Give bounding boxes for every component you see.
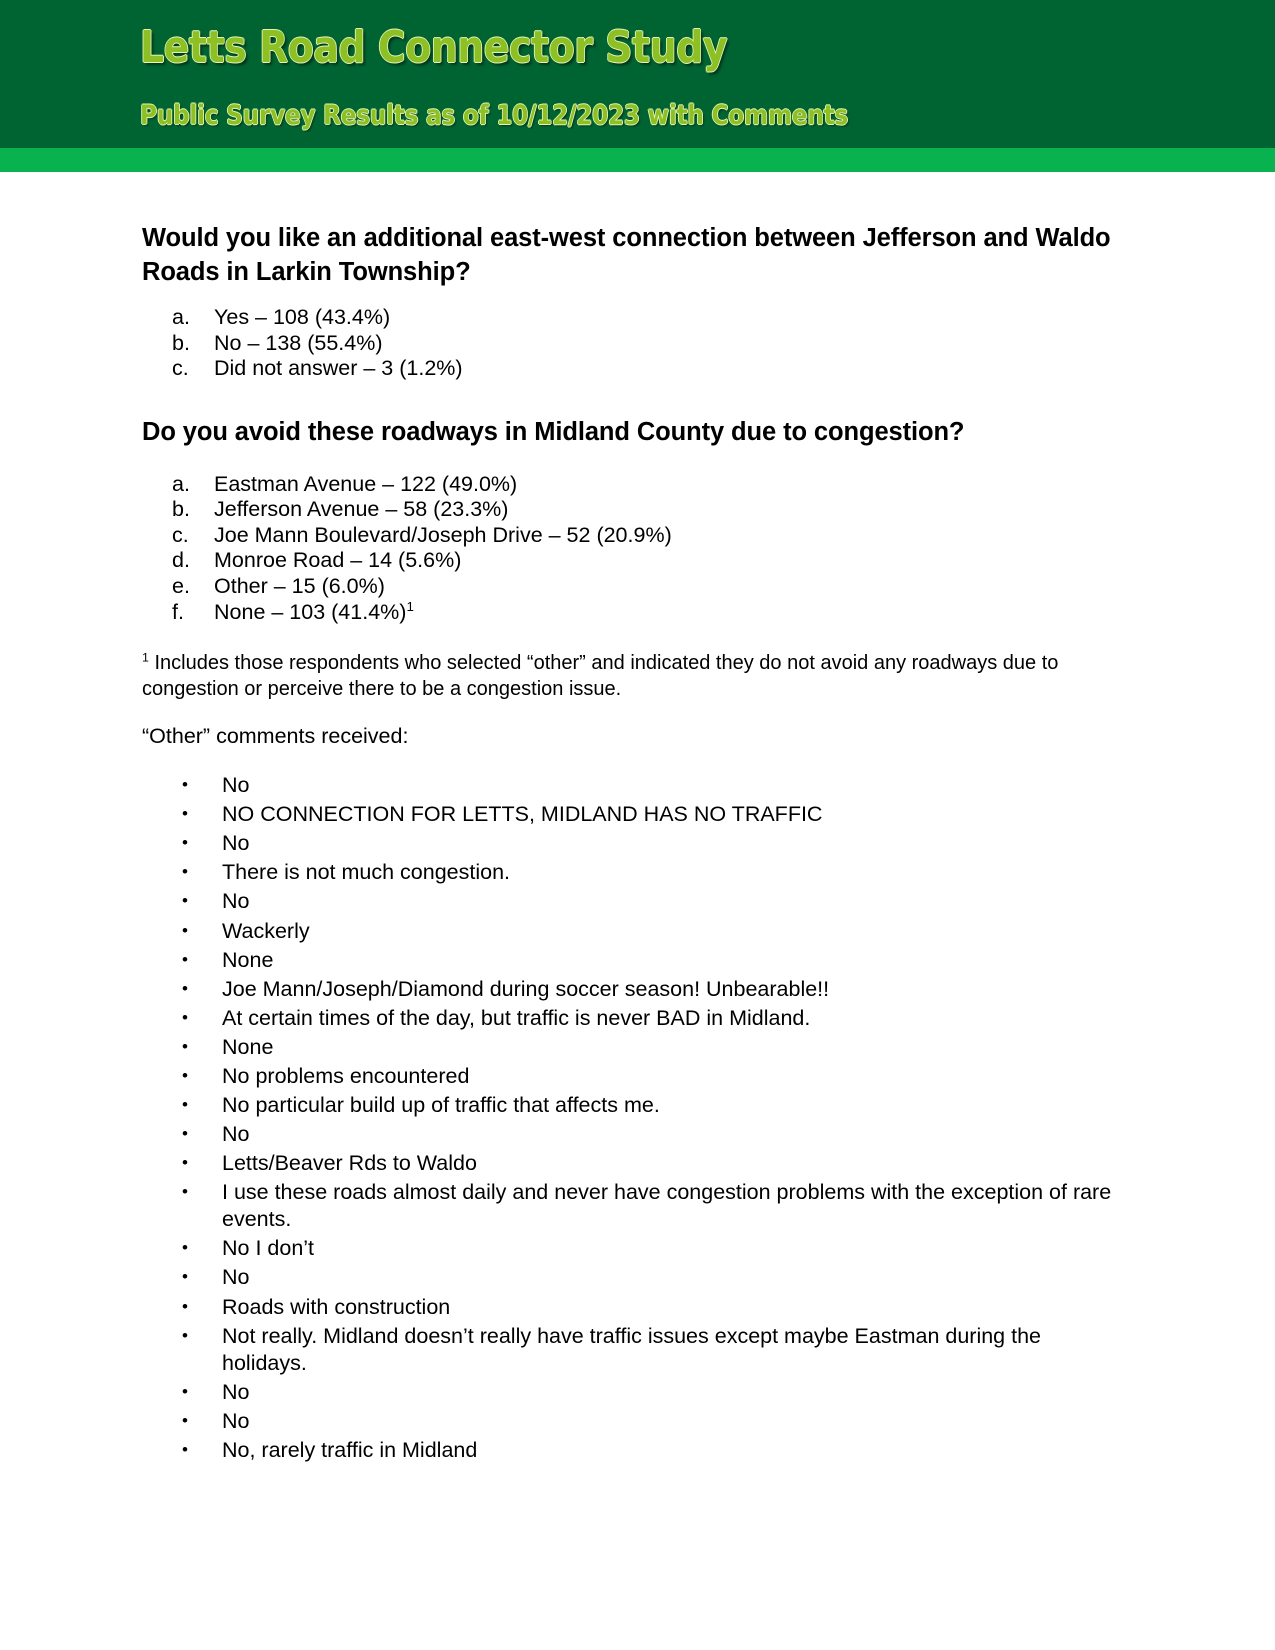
option-text: None – 103 (41.4%)$^1$ xyxy=(214,598,414,624)
comment-text: No xyxy=(222,1122,250,1147)
list-item xyxy=(142,472,1125,498)
comment-text: Wackerly xyxy=(222,918,310,943)
bullet-icon: • xyxy=(182,891,188,911)
comment-text: Roads with construction xyxy=(222,1294,451,1319)
bullet-icon: • xyxy=(182,833,188,853)
list-item xyxy=(142,888,1125,917)
bullet-icon: • xyxy=(182,1153,188,1173)
question-2-options xyxy=(142,472,1125,625)
list-item xyxy=(142,1034,1125,1063)
footnote xyxy=(142,651,1092,702)
option-text: Other – 15 (6.0%) xyxy=(214,574,385,599)
bullet-icon: • xyxy=(182,1065,188,1085)
bullet-icon: • xyxy=(182,1296,188,1316)
comment-text: No, rarely traffic in Midland xyxy=(222,1437,478,1462)
list-item xyxy=(142,1150,1125,1179)
comment-text: Not really. Midland doesn’t really have traffic issues except maybe Eastman during the holidays. xyxy=(222,1323,1042,1375)
list-item xyxy=(142,1005,1125,1034)
bullet-icon: • xyxy=(182,1007,188,1027)
list-item xyxy=(142,1408,1125,1437)
bullet-icon: • xyxy=(182,1439,188,1459)
list-item xyxy=(142,918,1125,947)
list-item xyxy=(142,523,1125,549)
comment-text: At certain times of the day, but traffic is never BAD in Midland. xyxy=(222,1005,811,1030)
question-2-heading: Do you avoid these roadways in Midland County due to congestion? xyxy=(142,418,965,447)
question-1-options xyxy=(142,305,1125,382)
list-item xyxy=(142,1235,1125,1264)
option-marker: d. xyxy=(172,548,190,573)
option-text: Did not answer – 3 (1.2%) xyxy=(214,356,463,381)
footnote-marker: 1 xyxy=(142,650,149,665)
list-item xyxy=(142,356,1125,382)
option-text: Yes – 108 (43.4%) xyxy=(214,305,391,330)
option-marker: a. xyxy=(172,305,190,330)
document-page xyxy=(0,172,1275,1466)
bullet-icon: • xyxy=(182,920,188,940)
bullet-icon: • xyxy=(182,1267,188,1287)
comment-text: No xyxy=(222,773,250,798)
comment-text: No problems encountered xyxy=(222,1063,470,1088)
comment-text: No xyxy=(222,831,250,856)
page-title: Letts Road Connector Study xyxy=(140,22,728,73)
list-item xyxy=(142,801,1125,830)
comment-text: There is not much congestion. xyxy=(222,860,511,885)
bullet-icon: • xyxy=(182,978,188,998)
list-item xyxy=(142,305,1125,331)
bullet-icon: • xyxy=(182,1381,188,1401)
list-item xyxy=(142,947,1125,976)
bullet-icon: • xyxy=(182,1124,188,1144)
option-text: Eastman Avenue – 122 (49.0%) xyxy=(214,471,518,496)
bullet-icon: • xyxy=(182,1325,188,1345)
comment-text: No xyxy=(222,1408,250,1433)
list-item xyxy=(142,1437,1125,1466)
list-item xyxy=(142,830,1125,859)
comment-text: No xyxy=(222,889,250,914)
comment-text: Joe Mann/Joseph/Diamond during soccer season! Unbearable!! xyxy=(222,976,830,1001)
option-marker: a. xyxy=(172,471,190,496)
list-item xyxy=(142,574,1125,600)
list-item xyxy=(142,1121,1125,1150)
bullet-icon: • xyxy=(182,1036,188,1056)
option-marker: f. xyxy=(172,599,184,624)
list-item xyxy=(142,1063,1125,1092)
option-text: No – 138 (55.4%) xyxy=(214,330,383,355)
list-item xyxy=(142,1294,1125,1323)
option-marker: b. xyxy=(172,330,190,355)
option-marker: e. xyxy=(172,574,190,599)
list-item xyxy=(142,859,1125,888)
list-item xyxy=(142,1323,1125,1379)
document-content xyxy=(0,172,1275,1466)
comment-text: I use these roads almost daily and never have congestion problems with the exception of rare events. xyxy=(222,1180,1112,1232)
list-item xyxy=(142,1264,1125,1293)
list-item xyxy=(142,1179,1125,1235)
option-footnote-marker: 1 xyxy=(406,598,414,614)
bullet-icon: • xyxy=(182,775,188,795)
list-item xyxy=(142,772,1125,801)
bullet-icon: • xyxy=(182,804,188,824)
comment-text: None xyxy=(222,947,274,972)
bullet-icon: • xyxy=(182,1410,188,1430)
other-comments-list xyxy=(142,772,1125,1466)
option-marker: c. xyxy=(172,356,189,381)
page-subtitle: Public Survey Results as of 10/12/2023 with Comments xyxy=(140,100,848,131)
comment-text: Letts/Beaver Rds to Waldo xyxy=(222,1151,477,1176)
list-item xyxy=(142,600,1125,626)
comment-text: No I don’t xyxy=(222,1236,315,1261)
comment-text: No xyxy=(222,1379,250,1404)
comment-text: No particular build up of traffic that affects me. xyxy=(222,1093,660,1118)
option-marker: c. xyxy=(172,522,189,547)
list-item xyxy=(142,1379,1125,1408)
bullet-icon: • xyxy=(182,1238,188,1258)
option-marker: b. xyxy=(172,497,190,522)
option-text: Monroe Road – 14 (5.6%) xyxy=(214,548,462,573)
other-comments-heading: “Other” comments received: xyxy=(142,724,409,749)
list-item xyxy=(142,976,1125,1005)
list-item xyxy=(142,1092,1125,1121)
bullet-icon: • xyxy=(182,949,188,969)
option-text: Joe Mann Boulevard/Joseph Drive – 52 (20.9%) xyxy=(214,522,672,547)
list-item xyxy=(142,548,1125,574)
banner-accent-stripe xyxy=(0,148,1275,172)
comment-text: NO CONNECTION FOR LETTS, MIDLAND HAS NO TRAFFIC xyxy=(222,802,823,827)
bullet-icon: • xyxy=(182,1182,188,1202)
list-item xyxy=(142,497,1125,523)
footnote-text: Includes those respondents who selected “other” and indicated they do not avoid any roadways due to congestion or perceive there to be a congestion issue. xyxy=(142,652,1059,700)
comment-text: None xyxy=(222,1034,274,1059)
bullet-icon: • xyxy=(182,1095,188,1115)
bullet-icon: • xyxy=(182,862,188,882)
question-1-heading: Would you like an additional east-west connection between Jefferson and Waldo Roads in Larkin Township? xyxy=(142,224,1111,286)
list-item xyxy=(142,331,1125,357)
comment-text: No xyxy=(222,1265,250,1290)
option-text: Jefferson Avenue – 58 (23.3%) xyxy=(214,497,509,522)
page-header-banner xyxy=(0,0,1275,148)
